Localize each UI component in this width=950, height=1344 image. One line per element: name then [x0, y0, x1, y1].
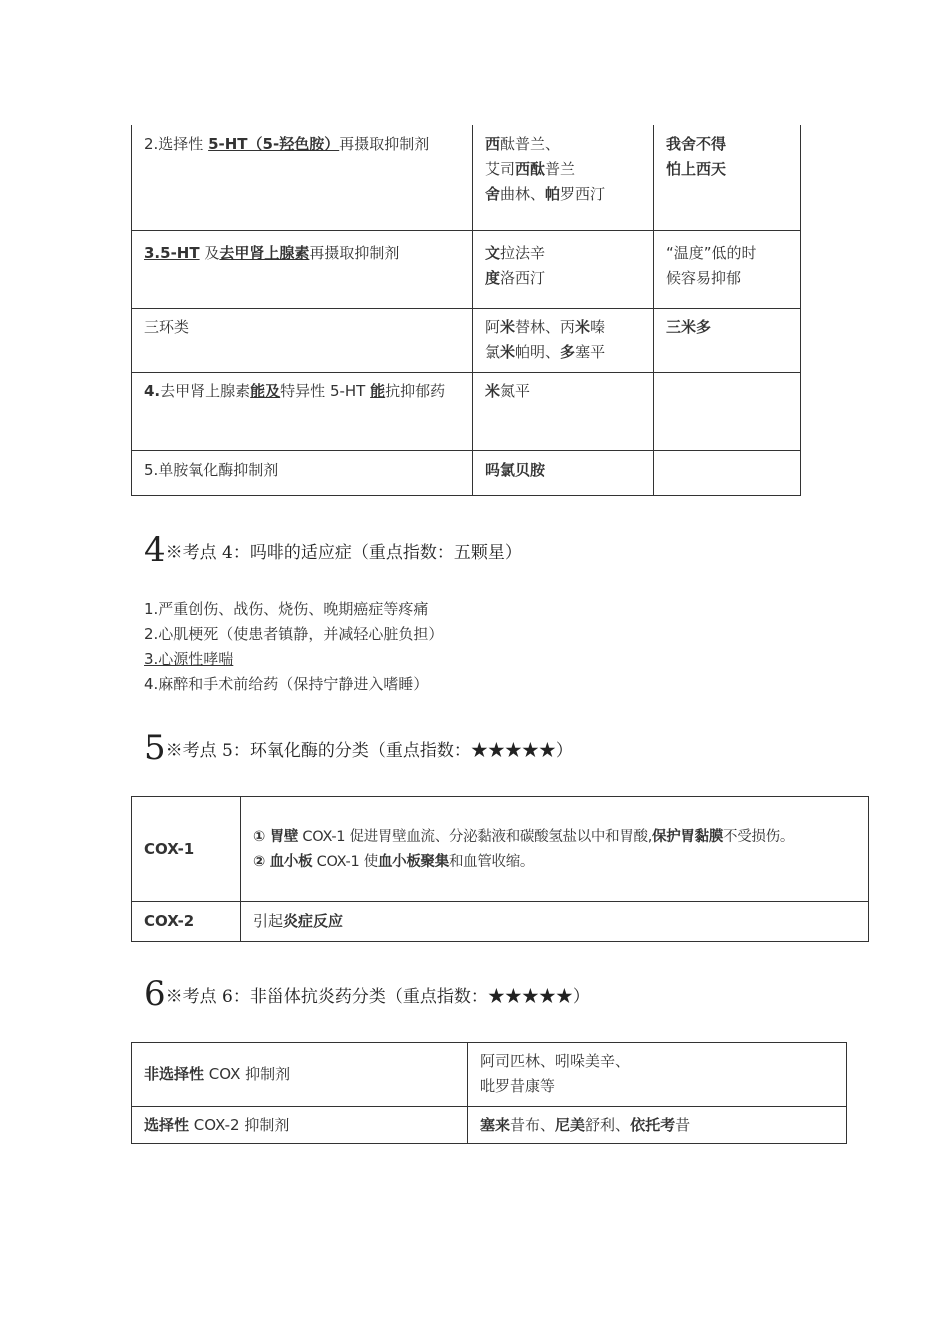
cell-line: [485, 182, 641, 207]
drug-names-cell: [473, 125, 654, 230]
cell-text: 昔: [675, 1115, 691, 1134]
emphasis-text: 舍: [485, 185, 501, 203]
emphasis-text: 塞来: [480, 1115, 511, 1134]
emphasis-text: 3.5-HT: [144, 243, 200, 262]
nsaid-drugs-cell: [468, 1107, 847, 1144]
cell-line: [485, 379, 641, 404]
nsaid-class-cell: [132, 1107, 468, 1144]
mnemonic-cell: [654, 450, 801, 495]
emphasis-text: 三米多: [666, 317, 712, 336]
emphasis-text: 保护胃黏膜: [652, 829, 724, 845]
table-row: [132, 372, 801, 450]
section-title: ※考点 4：吗啡的适应症（重点指数：五颗星）: [165, 543, 522, 563]
emphasis-text: 5-HT（5-羟色胺）: [208, 135, 340, 153]
cell-line: [253, 909, 856, 934]
cell-text: 塞平: [575, 342, 606, 361]
cell-text: 普兰: [545, 160, 576, 178]
cell-text: 三环类: [144, 317, 190, 336]
cell-text: 昔布、: [510, 1115, 556, 1134]
cox-table: [131, 796, 869, 942]
emphasis-text: 选择性: [144, 1115, 190, 1134]
cell-line: [480, 1113, 834, 1138]
morphine-indications-list: [144, 597, 443, 697]
emphasis-text: 米: [500, 317, 516, 336]
cell-line: [666, 315, 788, 340]
cell-line: [485, 132, 641, 157]
emphasis-text: 4.: [144, 381, 161, 400]
emphasis-text: 怕上西天: [666, 160, 727, 178]
drug-names-cell: [473, 450, 654, 495]
emphasis-text: 依托考: [630, 1115, 676, 1134]
cell-text: 去甲肾上腺素: [160, 381, 251, 400]
cell-line: [485, 315, 641, 340]
mnemonic-cell: [654, 230, 801, 308]
emphasis-text: 多: [560, 342, 576, 361]
cell-text: 候容易抑郁: [666, 268, 742, 287]
drug-names-cell: [473, 308, 654, 372]
cell-line: [485, 458, 641, 483]
section-4-heading: [144, 530, 522, 570]
cell-text: 曲林、: [500, 185, 546, 203]
section-number: 6: [144, 974, 166, 1014]
emphasis-text: 西: [485, 135, 501, 153]
cell-text: 艾司: [485, 160, 516, 178]
cell-text: 5.单胺氧化酶抑制剂: [144, 460, 279, 479]
cell-text: COX-1 促进胃壁血流、分泌黏液和碳酸氢盐以中和胃酸,: [298, 829, 653, 845]
cell-line: [666, 241, 788, 266]
emphasis-text: ① 胃壁: [253, 829, 299, 845]
cell-text: 舒利、: [585, 1115, 631, 1134]
emphasis-text: 吗氯贝胺: [485, 460, 546, 479]
drug-class-cell: [132, 125, 473, 230]
table-row: [132, 902, 869, 942]
cell-text: 及: [199, 243, 220, 262]
cell-line: [485, 241, 641, 266]
cell-line: [253, 850, 856, 875]
cell-text: 替林、丙: [515, 317, 576, 336]
table-row: [132, 797, 869, 902]
emphasis-text: 非选择性: [144, 1065, 205, 1083]
emphasis-text: 米: [485, 381, 501, 400]
section-6-heading: [144, 974, 590, 1014]
table-row: [132, 125, 801, 230]
cell-text: “温度”低的时: [666, 243, 757, 262]
list-item: 1.严重创伤、战伤、烧伤、晚期癌症等疼痛: [144, 600, 429, 618]
cell-text: COX-1 使: [312, 854, 378, 870]
cox-label-cell: COX-1: [132, 797, 241, 902]
mnemonic-cell: [654, 372, 801, 450]
cell-text: 2.选择性: [144, 135, 209, 153]
emphasis-text: 能: [370, 381, 386, 400]
cell-text: 抗抑郁药: [385, 381, 446, 400]
emphasis-text: 西酞: [515, 160, 546, 178]
cell-line: [666, 157, 788, 182]
cell-line: [253, 825, 856, 850]
cell-text: 氯: [485, 342, 501, 361]
emphasis-text: 米: [500, 342, 516, 361]
cell-text: COX 抑制剂: [204, 1065, 291, 1083]
table-row: [132, 308, 801, 372]
emphasis-text: 文: [485, 243, 501, 262]
table-row: [132, 450, 801, 495]
emphasis-text: 去甲肾上腺素: [219, 243, 310, 262]
list-item: 4.麻醉和手术前给药（保持宁静进入嗜睡）: [144, 675, 429, 693]
section-5-heading: [144, 728, 573, 768]
cell-line: [485, 266, 641, 291]
drug-class-cell: [132, 230, 473, 308]
section-title: ※考点 5：环氧化酶的分类（重点指数：★★★★★）: [165, 741, 573, 761]
mnemonic-cell: [654, 125, 801, 230]
cell-text: 酞普兰、: [500, 135, 561, 153]
cell-text: 阿司匹林、吲哚美辛、: [480, 1052, 631, 1070]
cell-text: 氮平: [500, 381, 531, 400]
cell-text: 再摄取抑制剂: [309, 243, 400, 262]
cell-text: 罗西汀: [560, 185, 606, 203]
emphasis-text: 帕: [545, 185, 561, 203]
cell-text: 帕明、: [515, 342, 561, 361]
cell-line: [485, 157, 641, 182]
nsaid-table: [131, 1042, 847, 1144]
cell-text: 阿: [485, 317, 501, 336]
cell-text: 不受损伤。: [723, 829, 795, 845]
table-row: [132, 1107, 847, 1144]
cell-text: 嗪: [590, 317, 606, 336]
emphasis-text: 米: [575, 317, 591, 336]
cell-text: 吡罗昔康等: [480, 1077, 556, 1095]
emphasis-text: 炎症反应: [283, 912, 344, 930]
antidepressant-table: [131, 125, 801, 496]
cell-text: 再摄取抑制剂: [339, 135, 430, 153]
cell-line: [480, 1074, 834, 1099]
cell-text: 洛西汀: [500, 268, 546, 287]
cell-text: 和血管收缩。: [448, 854, 535, 870]
nsaid-drugs-cell: [468, 1043, 847, 1107]
drug-class-cell: [132, 450, 473, 495]
list-item: 2.心肌梗死（使患者镇静，并减轻心脏负担）: [144, 625, 444, 643]
list-item: 3.心源性哮喘: [144, 650, 234, 668]
cell-line: [480, 1049, 834, 1074]
emphasis-text: 尼美: [555, 1115, 586, 1134]
cox-desc-cell: [241, 902, 869, 942]
emphasis-text: 度: [485, 268, 501, 287]
drug-names-cell: [473, 230, 654, 308]
emphasis-text: 血小板聚集: [377, 854, 449, 870]
section-number: 5: [144, 728, 166, 768]
section-title: ※考点 6：非甾体抗炎药分类（重点指数：★★★★★）: [165, 987, 590, 1007]
nsaid-class-cell: [132, 1043, 468, 1107]
cell-line: [666, 266, 788, 291]
cell-line: [666, 132, 788, 157]
cell-line: [485, 340, 641, 365]
cox-desc-cell: [241, 797, 869, 902]
table-row: [132, 230, 801, 308]
cell-text: COX-2 抑制剂: [189, 1115, 290, 1134]
cell-text: 引起: [253, 912, 284, 930]
drug-class-cell: [132, 308, 473, 372]
drug-names-cell: [473, 372, 654, 450]
table-row: [132, 1043, 847, 1107]
cell-text: 特异性 5-HT: [280, 381, 371, 400]
emphasis-text: 能及: [250, 381, 281, 400]
cell-text: 拉法辛: [500, 243, 546, 262]
drug-class-cell: [132, 372, 473, 450]
mnemonic-cell: [654, 308, 801, 372]
emphasis-text: 我舍不得: [666, 135, 727, 153]
cox-label-cell: COX-2: [132, 902, 241, 942]
section-number: 4: [144, 530, 166, 570]
emphasis-text: ② 血小板: [253, 854, 313, 870]
